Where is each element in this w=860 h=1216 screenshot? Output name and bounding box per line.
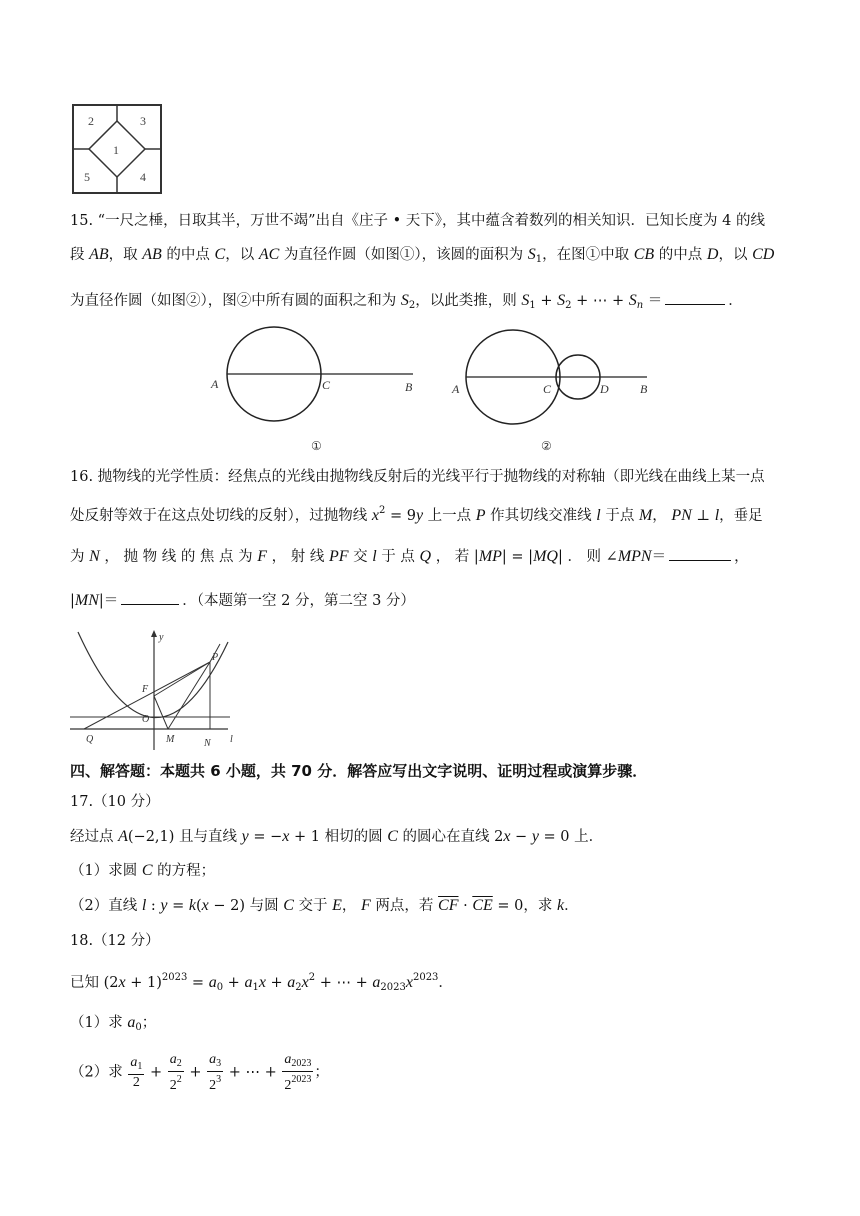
- point-label-p: P: [212, 652, 219, 663]
- q15-figure-2: [447, 325, 662, 455]
- q16-parabola-figure: [70, 628, 240, 750]
- q15-text: ，以: [718, 247, 753, 263]
- region-label-3: 3: [140, 114, 146, 128]
- q17-stem: 经过点 A(−2,1) 且与直线 y = −x + 1 相切的圆 C 的圆心在直线 2x − y = 0 上．: [70, 828, 604, 845]
- q17-text: 的圆心在直线: [397, 829, 495, 845]
- q15-text: 段: [70, 247, 90, 263]
- point-label-a: A: [211, 377, 219, 391]
- fraction: $\frac{a_3}{2^3}$: [209, 1052, 222, 1093]
- q18-text: （2）求: [70, 1064, 128, 1081]
- q16-line-3: 为 N ， 抛 物 线 的 焦 点 为 F ， 射 线 PF 交 l 于 点 Q ， 若 |MP| = |MQ| ． 则 ∠MPN＝ ，: [70, 548, 749, 565]
- q17-text: （1）求圆: [70, 863, 142, 879]
- q16-text: ，: [652, 508, 672, 524]
- q15-line-1: [70, 210, 765, 232]
- q15-text: 为直径作圆（如图②），图②中所有圆的面积之和为: [70, 293, 401, 309]
- q18-text: 已知: [70, 975, 104, 991]
- point-label-b: B: [405, 380, 413, 394]
- region-label-4: 4: [140, 170, 146, 184]
- q16-text: 于 点: [376, 549, 420, 565]
- q15-line-2: 段 AB，取 AB 的中点 C，以 AC 为直径作圆（如图①），该圆的面积为 $S_1$，在图①中取 CB 的中点 D，以 CD: [70, 246, 775, 265]
- q15-text: ，以: [225, 247, 259, 263]
- q16-text: ， 抛 物 线 的 焦 点 为: [99, 549, 258, 565]
- q16-text: 交: [348, 549, 373, 565]
- q17-text: ，: [341, 898, 362, 914]
- point-label-b: B: [640, 382, 648, 396]
- q16-text: ，垂足: [719, 508, 763, 524]
- q16-line-2: 处反射等效于在这点处切线的反射），过抛物线 $x^2 = 9y$ 上一点 P 作其切线交准线 l 于点 M， PN ⊥ l，垂足: [70, 505, 763, 524]
- q16-text-1: 抛物线的光学性质：经焦点的光线由抛物线反射后的光线平行于抛物线的对称轴（即光线在曲线上某一点: [97, 469, 765, 485]
- q17-text: ，求: [523, 898, 557, 914]
- q18-part-2: （2）求 $\frac{a_1}{2}$ + $\frac{a_2}{2^2}$ + $\frac{a_3}{2^3}$ + ⋯ + $\frac{a_{2023}}{2^{2023}}$ ；: [70, 1052, 329, 1093]
- q17-part-2: （2）直线 l : y = k(x − 2) 与圆 C 交于 E， F 两点，若 $\overline{CF} \cdot \overline{CE} = 0$，求 k．: [70, 897, 579, 914]
- point-label-c: C: [543, 382, 552, 396]
- q17-text: 两点，若: [370, 898, 439, 914]
- q16-text: ， 射 线: [267, 549, 329, 565]
- q15-text: 的中点: [161, 247, 215, 263]
- q15-text: 的中点: [654, 247, 707, 263]
- q16-text: ， 若: [431, 549, 474, 565]
- q16-text: 于点: [600, 508, 639, 524]
- section-heading: 四、解答题：本题共 6 小题，共 70 分．解答应写出文字说明、证明过程或演算步骤．: [70, 762, 648, 780]
- point-label-q: Q: [86, 734, 94, 745]
- q18-part-1: （1）求 $a_0$；: [70, 1014, 157, 1033]
- q17-text: 的方程；: [152, 863, 216, 879]
- q16-text: ．（本题第一空 2 分，第二空 3 分）: [182, 593, 415, 609]
- q16-text: 作其切线交准线: [485, 508, 597, 524]
- q15-text: ，取: [108, 247, 143, 263]
- q17-text: 经过点: [70, 829, 119, 845]
- q16-text: ． 则: [562, 549, 606, 565]
- point-label-n: N: [204, 738, 211, 749]
- q15-figure-1: [205, 325, 430, 455]
- fraction: $\frac{a_1}{2}$: [130, 1055, 143, 1090]
- answer-blank[interactable]: [665, 290, 725, 305]
- coloring-region-figure: [72, 104, 164, 196]
- q17-text: 上．: [569, 829, 604, 845]
- region-label-2: 2: [88, 114, 94, 128]
- q15-text: 为直径作圆（如图①），该圆的面积为: [279, 247, 528, 263]
- point-label-c: C: [322, 378, 331, 392]
- q16-line-1: [70, 466, 765, 488]
- q18-header: 18.（12 分）: [70, 933, 160, 949]
- axis-label-y: y: [159, 632, 164, 643]
- answer-blank-2[interactable]: [121, 590, 179, 605]
- point-label-m: M: [166, 734, 175, 745]
- q16-text: 处反射等效于在这点处切线的反射），过抛物线: [70, 508, 372, 524]
- q17-text: 且与直线: [174, 829, 242, 845]
- q15-number: 15.: [70, 213, 94, 229]
- point-label-d: D: [600, 382, 609, 396]
- q18-text: ；: [141, 1015, 157, 1031]
- point-label-f: F: [142, 684, 149, 695]
- q15-line-3: 为直径作圆（如图②），图②中所有圆的面积之和为 $S_2$，以此类推，则 $S_1 + S_2$ + ⋯ + $S_n$ ＝ ．: [70, 292, 743, 311]
- q18-text: ．: [438, 975, 453, 991]
- figure-caption-1: ①: [311, 439, 322, 453]
- q17-header: 17.（10 分）: [70, 794, 160, 810]
- q15-text: ，以此类推，则: [415, 293, 522, 309]
- q15-text-1: “一尺之棰，日取其半，万世不竭”出自《庄子 • 天下》，其中蕴含着数列的相关知识．已知长度为 4 的线: [97, 213, 765, 229]
- q16-text: ＝: [103, 593, 119, 609]
- q18-text: （1）求: [70, 1015, 128, 1031]
- q16-line-4: |MN|＝ ．（本题第一空 2 分，第二空 3 分）: [70, 592, 415, 609]
- q17-text: （2）直线: [70, 898, 142, 914]
- q16-text: 为: [70, 549, 90, 565]
- point-label-o: O: [142, 714, 150, 725]
- q16-text: 上一点: [423, 508, 476, 524]
- q16-number: 16.: [70, 469, 94, 485]
- line-label-l: l: [230, 734, 233, 745]
- fraction: $\frac{a_{2023}}{2^{2023}}$: [284, 1052, 312, 1093]
- q17-text: 交于: [293, 898, 333, 914]
- q17-text: 与圆: [245, 898, 284, 914]
- q16-text: ＝: [651, 549, 667, 565]
- figure-caption-2: ②: [541, 439, 552, 453]
- point-label-a: A: [452, 382, 460, 396]
- q17-part-1: （1）求圆 C 的方程；: [70, 862, 216, 879]
- q18-text: ；: [314, 1064, 329, 1081]
- answer-blank-1[interactable]: [669, 546, 731, 561]
- region-label-5: 5: [84, 170, 90, 184]
- q15-text: ＝: [643, 293, 663, 309]
- q17-text: 相切的圆: [319, 829, 388, 845]
- fraction: $\frac{a_2}{2^2}$: [169, 1052, 182, 1093]
- q17-text: ．: [564, 898, 579, 914]
- q18-stem: 已知 $(2x + 1)^{2023} = a_0 + a_1x + a_2x^2$ + ⋯ + $a_{2023}x^{2023}$．: [70, 972, 453, 993]
- region-label-1: 1: [113, 143, 119, 157]
- q15-text: ，在图①中取: [542, 247, 634, 263]
